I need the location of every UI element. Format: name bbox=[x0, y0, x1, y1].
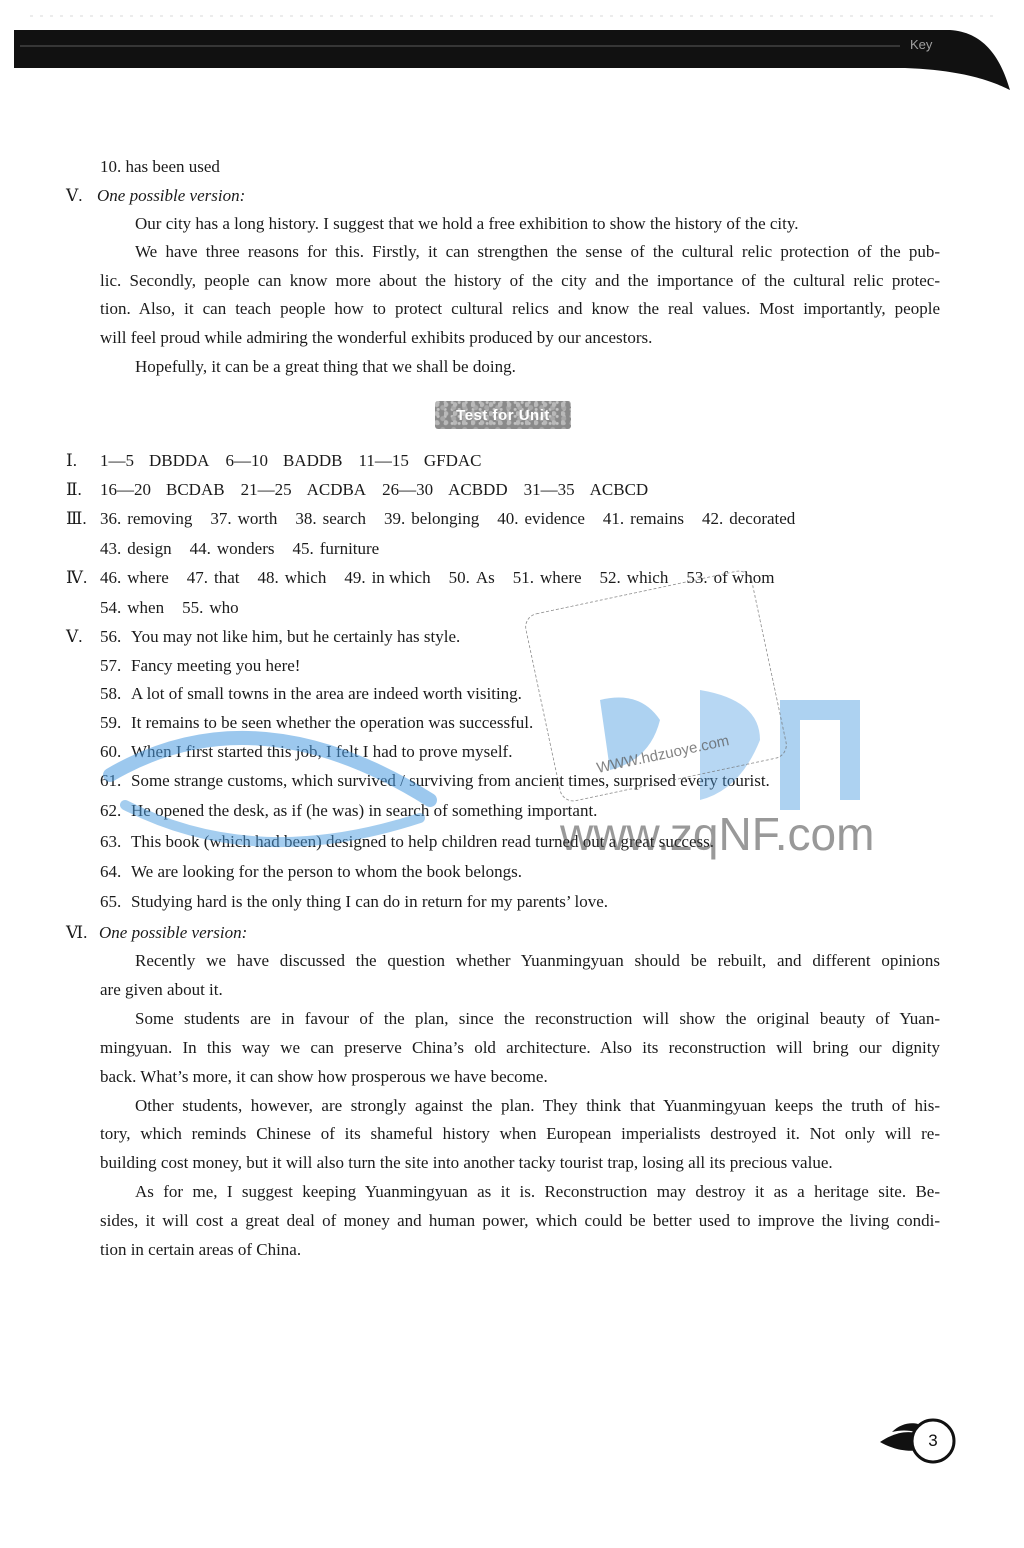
item-number: 65. bbox=[100, 892, 122, 911]
item-number: 61. bbox=[100, 771, 122, 790]
answer-item bbox=[293, 538, 380, 560]
item-number: 39. bbox=[384, 509, 406, 528]
answer-letters: ACDBA bbox=[306, 480, 367, 499]
answer-sentence bbox=[100, 861, 522, 883]
answer-text: It remains to be seen whether the operation was successful. bbox=[131, 713, 534, 732]
answer-item bbox=[344, 567, 430, 589]
answer-text: Fancy meeting you here! bbox=[131, 656, 301, 675]
answer-item bbox=[258, 567, 327, 589]
item-number: 60. bbox=[100, 742, 122, 761]
essay-line: tory, which reminds Chinese of its shameful history when European imperialists destroyed it. Not only will re- bbox=[100, 1124, 940, 1143]
page-number: 3 bbox=[928, 1431, 938, 1450]
section-numeral: Ⅴ. bbox=[66, 627, 83, 646]
item-number: 64. bbox=[100, 862, 122, 881]
essay-line: Other students, however, are strongly against the plan. They think that Yuanmingyuan keeps the truth of his- bbox=[135, 1096, 940, 1115]
item-number: 38. bbox=[295, 509, 317, 528]
answer-item bbox=[100, 597, 164, 619]
essay-line: Our city has a long history. I suggest that we hold a free exhibition to show the history of the city. bbox=[135, 214, 799, 233]
answer-group bbox=[358, 450, 481, 472]
item-number: 40. bbox=[497, 509, 519, 528]
answer-sentence bbox=[100, 712, 533, 734]
answer-sentence bbox=[100, 683, 522, 705]
answer-text: When I first started this job, I felt I had to prove myself. bbox=[131, 742, 513, 761]
answer-text: As bbox=[475, 568, 495, 587]
answer-item bbox=[100, 508, 192, 530]
item-number: 59. bbox=[100, 713, 122, 732]
answer-row bbox=[100, 538, 397, 560]
answer-row bbox=[100, 508, 813, 530]
answer-text: in which bbox=[371, 568, 431, 587]
answer-text: decorated bbox=[729, 509, 796, 528]
answer-letters: ACBDD bbox=[448, 480, 508, 499]
item-number: 46. bbox=[100, 568, 122, 587]
answer-sentence bbox=[100, 800, 597, 822]
essay-line: will feel proud while admiring the wonderful exhibits produced by our ancestors. bbox=[100, 328, 653, 347]
answer-text: belonging bbox=[411, 509, 480, 528]
item-number: 50. bbox=[448, 568, 470, 587]
answer-sentence bbox=[100, 741, 512, 763]
answer-item bbox=[190, 538, 275, 560]
answer-letters: DBDDA bbox=[149, 451, 210, 470]
answer-item bbox=[100, 538, 172, 560]
answer-letters: GFDAC bbox=[423, 451, 482, 470]
answer-text: where bbox=[540, 568, 582, 587]
header-band bbox=[0, 0, 1024, 100]
item-number: 43. bbox=[100, 539, 122, 558]
answer-text: of whom bbox=[713, 568, 775, 587]
answer-item bbox=[100, 156, 220, 178]
essay-line: mingyuan. In this way we can preserve China’s old architecture. Also its reconstruction will bring our dignity bbox=[100, 1038, 940, 1057]
answer-text: where bbox=[127, 568, 169, 587]
answer-text: search bbox=[322, 509, 366, 528]
essay-line: lic. Secondly, people can know more about the history of the city and the importance of the cultural relic protec- bbox=[100, 271, 940, 290]
answer-row bbox=[100, 450, 497, 472]
watermark-stamp bbox=[523, 568, 790, 804]
stamp-url: WWW.hdzuoye.com bbox=[595, 732, 731, 777]
essay-line: tion in certain areas of China. bbox=[100, 1240, 302, 1259]
answer-row bbox=[100, 479, 664, 501]
item-number: 57. bbox=[100, 656, 122, 675]
item-number: 53. bbox=[686, 568, 708, 587]
answer-text: This book (which had been) designed to help children read turned out a great success. bbox=[131, 832, 715, 851]
answer-letters: BCDAB bbox=[166, 480, 225, 499]
section-numeral: Ⅰ. bbox=[66, 451, 77, 470]
item-number: 36. bbox=[100, 509, 122, 528]
essay-line: We have three reasons for this. Firstly, it can strengthen the sense of the cultural relic protection of the pub- bbox=[135, 242, 940, 261]
item-number: 47. bbox=[186, 568, 209, 587]
answer-text: removing bbox=[127, 509, 193, 528]
answer-item bbox=[600, 567, 669, 589]
item-number: 55. bbox=[182, 598, 204, 617]
answer-sentence bbox=[100, 626, 460, 648]
question-range: 31—35 bbox=[523, 480, 575, 499]
answer-sentence bbox=[100, 655, 300, 677]
answer-letters: ACBCD bbox=[589, 480, 649, 499]
answer-text: that bbox=[214, 568, 240, 587]
section-heading: One possible version: bbox=[97, 186, 246, 205]
answer-item bbox=[702, 508, 795, 530]
answer-text: which bbox=[626, 568, 669, 587]
test-title-badge bbox=[435, 401, 571, 429]
answer-row bbox=[100, 597, 257, 619]
answer-text: which bbox=[284, 568, 327, 587]
essay-line: are given about it. bbox=[100, 980, 223, 999]
answer-letters: BADDB bbox=[282, 451, 343, 470]
answer-item bbox=[384, 508, 479, 530]
answer-text: furniture bbox=[319, 539, 380, 558]
question-range: 6—10 bbox=[225, 451, 268, 470]
section-numeral: Ⅲ. bbox=[66, 509, 87, 528]
answer-text: wonders bbox=[216, 539, 275, 558]
answer-item bbox=[210, 508, 277, 530]
answer-group bbox=[382, 479, 508, 501]
item-number: 62. bbox=[100, 801, 122, 820]
answer-item bbox=[513, 567, 582, 589]
answer-item bbox=[449, 567, 495, 589]
answer-group bbox=[225, 450, 342, 472]
answer-text: who bbox=[209, 598, 239, 617]
answer-item bbox=[187, 567, 240, 589]
question-range: 21—25 bbox=[240, 480, 292, 499]
item-number: 45. bbox=[292, 539, 314, 558]
question-range: 1—5 bbox=[100, 451, 134, 470]
essay-line: sides, it will cost a great deal of money and human power, which could be better used to improve the living condi- bbox=[100, 1211, 940, 1230]
answer-text: has been used bbox=[125, 157, 220, 176]
answer-text: A lot of small towns in the area are indeed worth visiting. bbox=[131, 684, 522, 703]
answer-item bbox=[603, 508, 684, 530]
essay-line: As for me, I suggest keeping Yuanmingyuan as it is. Reconstruction may destroy it as a heritage site. Be- bbox=[135, 1182, 940, 1201]
answer-text: worth bbox=[237, 509, 278, 528]
answer-group bbox=[524, 479, 649, 501]
item-number: 37. bbox=[210, 509, 232, 528]
answer-sentence bbox=[100, 891, 608, 913]
essay-line: Hopefully, it can be a great thing that we shall be doing. bbox=[135, 357, 516, 376]
question-range: 26—30 bbox=[382, 480, 434, 499]
item-number: 49. bbox=[344, 568, 366, 587]
section-numeral: Ⅵ. bbox=[66, 923, 88, 942]
item-number: 42. bbox=[701, 509, 724, 528]
section-heading: One possible version: bbox=[99, 923, 248, 942]
essay-line: building cost money, but it will also turn the site into another tacky tourist trap, losing all its precious value. bbox=[100, 1153, 833, 1172]
question-range: 11—15 bbox=[358, 451, 409, 470]
item-number: 52. bbox=[599, 568, 621, 587]
answer-group bbox=[100, 479, 225, 501]
answer-text: Some strange customs, which survived / surviving from ancient times, surprised every tourist. bbox=[131, 771, 770, 790]
answer-item bbox=[497, 508, 585, 530]
answer-text: You may not like him, but he certainly has style. bbox=[131, 627, 461, 646]
item-number: 44. bbox=[189, 539, 211, 558]
item-number: 41. bbox=[602, 509, 625, 528]
item-number: 48. bbox=[257, 568, 279, 587]
section-numeral: Ⅴ. bbox=[66, 186, 83, 205]
essay-line: tion. Also, it can teach people how to protect cultural relics and know the real values. Most importantly, people bbox=[100, 299, 940, 318]
essay-line: Recently we have discussed the question whether Yuanmingyuan should be rebuilt, and different opinions bbox=[135, 951, 940, 970]
answer-text: We are looking for the person to whom the book belongs. bbox=[131, 862, 522, 881]
item-number: 10. bbox=[100, 157, 122, 176]
test-title: Test for Unit bbox=[456, 406, 550, 424]
answer-text: design bbox=[127, 539, 172, 558]
answer-item bbox=[295, 508, 366, 530]
answer-group bbox=[241, 479, 367, 501]
header-section-label: Key bbox=[910, 37, 933, 52]
item-number: 63. bbox=[100, 832, 122, 851]
answer-text: Studying hard is the only thing I can do in return for my parents’ love. bbox=[131, 892, 609, 911]
answer-text: when bbox=[127, 598, 165, 617]
section-numeral: Ⅱ. bbox=[66, 480, 82, 499]
answer-item bbox=[182, 597, 239, 619]
item-number: 56. bbox=[100, 627, 122, 646]
question-range: 16—20 bbox=[100, 480, 151, 499]
essay-line: Some students are in favour of the plan, since the reconstruction will show the original beauty of Yuan- bbox=[135, 1009, 940, 1028]
answer-group bbox=[100, 450, 209, 472]
section-numeral: Ⅳ. bbox=[66, 568, 88, 587]
answer-text: remains bbox=[630, 509, 684, 528]
answer-item bbox=[100, 567, 169, 589]
answer-text: evidence bbox=[524, 509, 585, 528]
answer-text: He opened the desk, as if (he was) in search of something important. bbox=[131, 801, 598, 820]
watermark-url: www.zqNF.com bbox=[560, 808, 875, 860]
item-number: 51. bbox=[512, 568, 535, 587]
item-number: 58. bbox=[100, 684, 122, 703]
item-number: 54. bbox=[100, 598, 122, 617]
essay-line: back. What’s more, it can show how prosperous we have become. bbox=[100, 1067, 548, 1086]
